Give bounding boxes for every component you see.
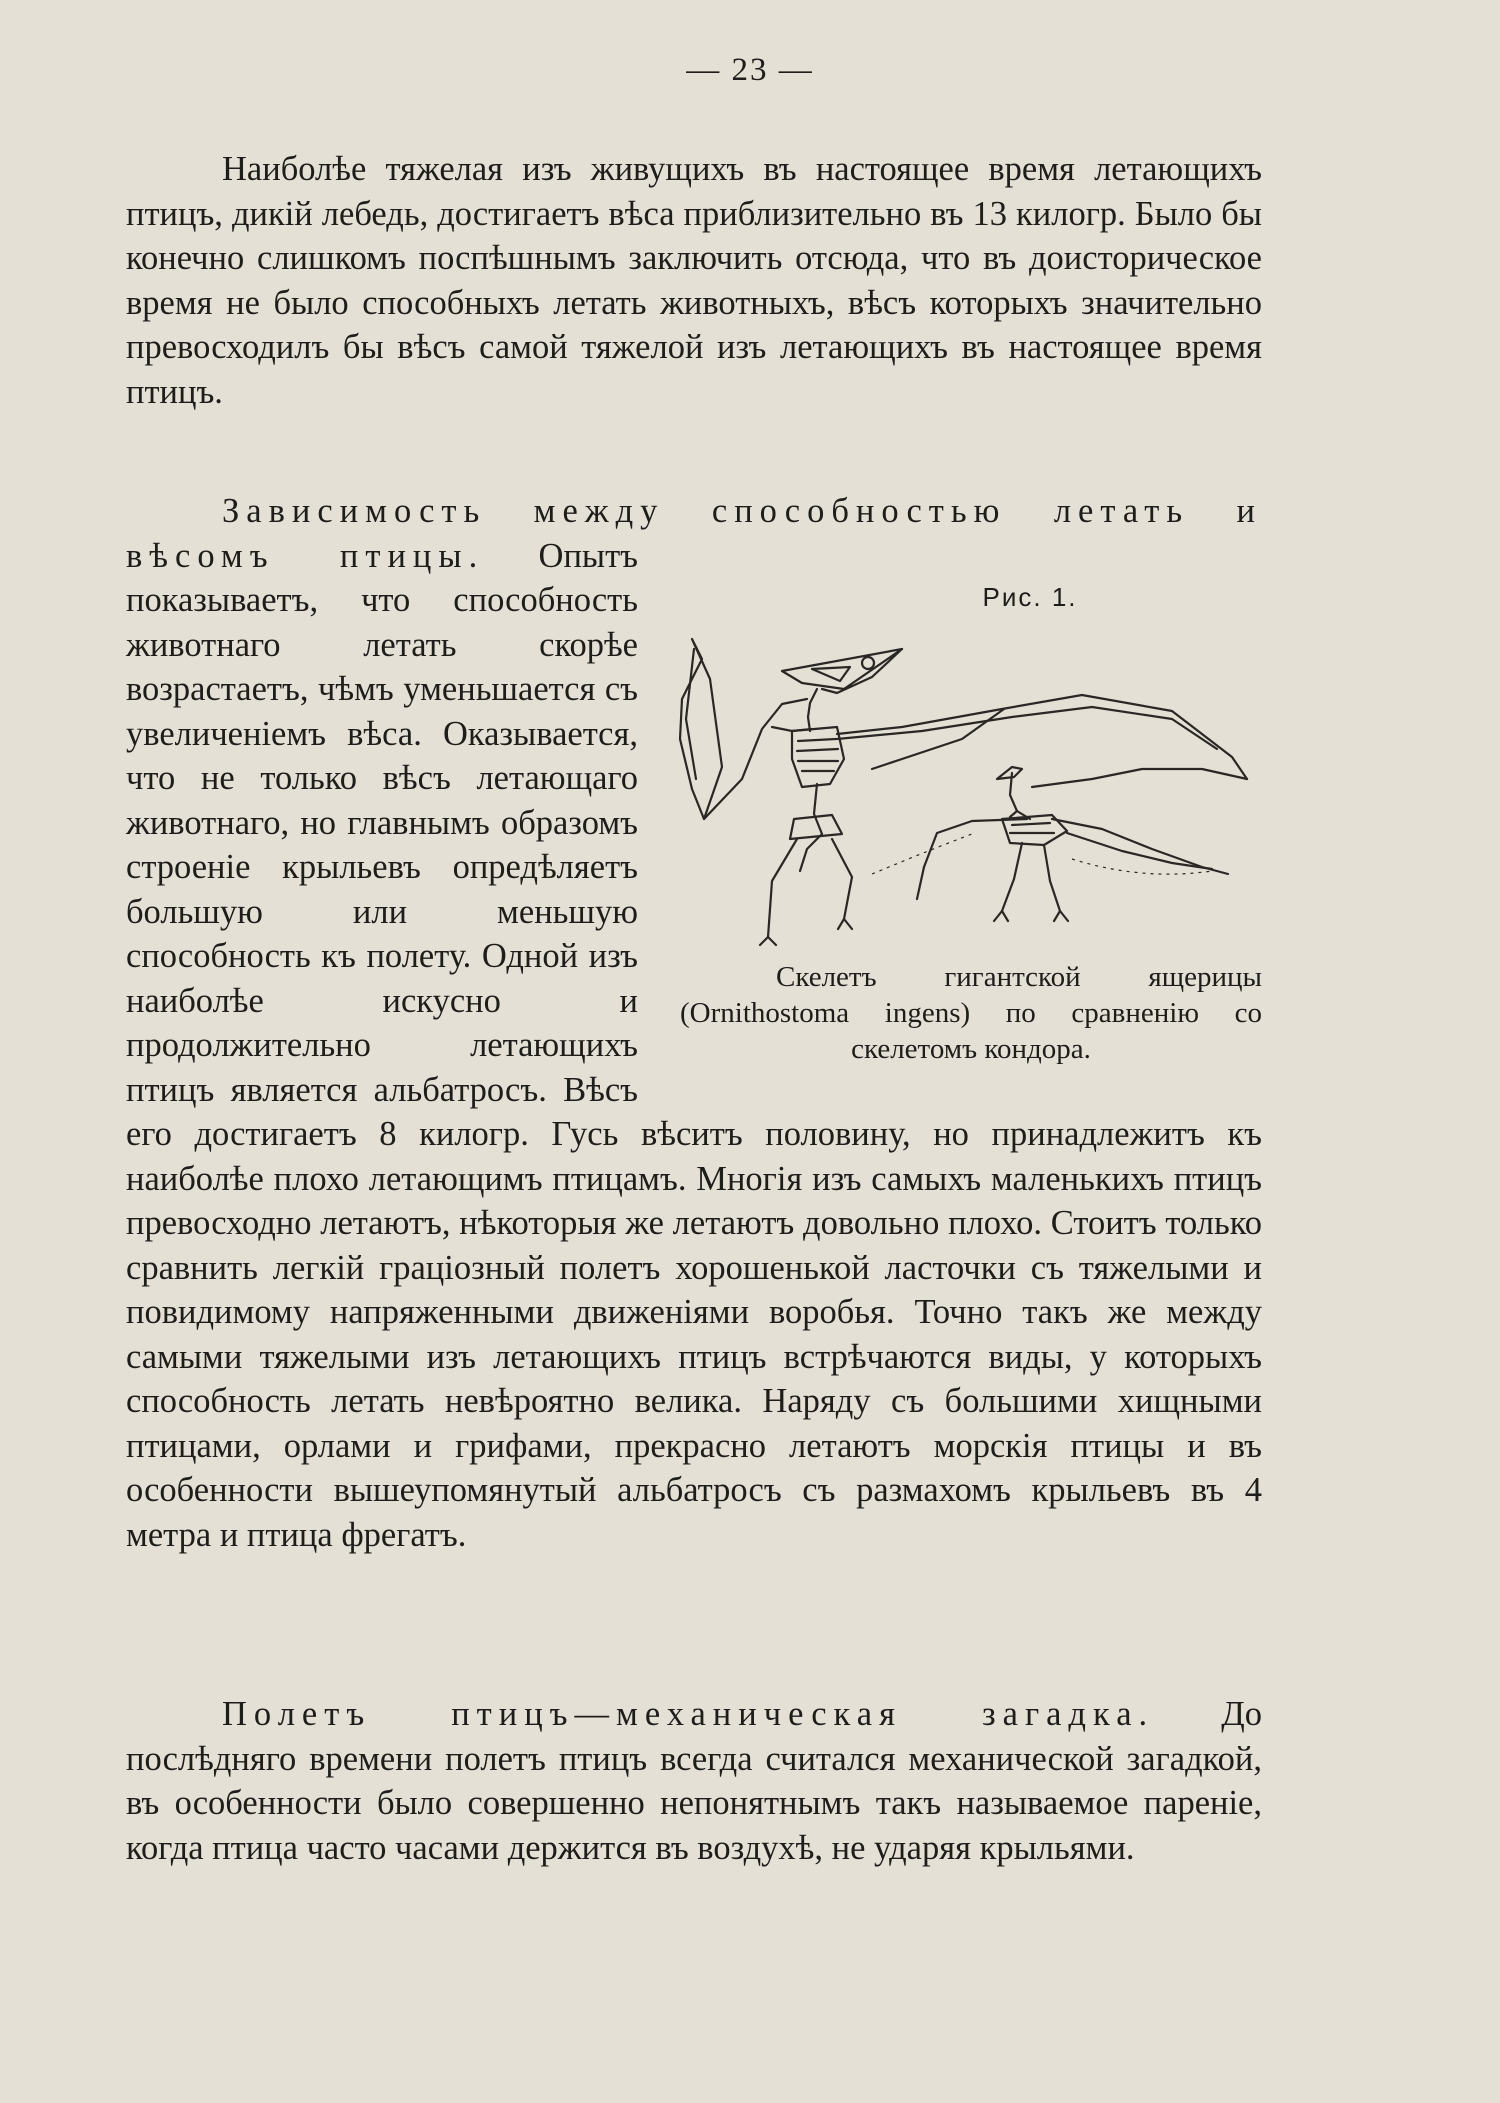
pterosaur-right-wing: [837, 695, 1247, 779]
pterosaur-legs: [768, 839, 852, 937]
paragraph-weight-dependence: [126, 489, 1262, 1557]
skeleton-illustration: [672, 619, 1262, 949]
pterosaur-skull: [782, 649, 902, 689]
paragraph-heaviest-birds: Наиболѣе тяжелая изъ живущихъ въ настоящее время летающихъ птицъ, дикій лебедь, достигаетъ вѣса приблизительно въ 13 килогр. Было бы конечно слишкомъ поспѣшнымъ заключить отсюда, что въ доисторическое время не было способныхъ летать животныхъ, вѣсъ которыхъ значительно превосходилъ бы вѣсъ самой тяжелой изъ летающихъ въ настоящее время птицъ.: [126, 150, 1262, 411]
figure-label: Рис. 1.: [982, 582, 1078, 612]
paragraph-riddle-body: До послѣдняго времени полетъ птицъ всегда считался механической загадкой, въ особенности было совершенно непонятнымъ такъ называемое пареніе, когда птица часто часами держится въ воздухѣ, не ударяя крыльями.: [126, 1695, 1262, 1867]
section-heading-riddle: Полетъ птицъ—механическая загадка.: [222, 1695, 1155, 1733]
page-number: — 23 —: [686, 52, 814, 88]
section-heading-weight: Зависимость между способностью летать и вѣсомъ птицы.: [126, 492, 1262, 575]
pterosaur-ribcage: [792, 727, 844, 787]
pterosaur-left-wing: [680, 639, 722, 819]
figure-1: [662, 575, 1262, 1097]
figure-caption: Скелетъ гигантской ящерицы (Ornithostoma ingens) по сравненію со скелетомъ кондора.: [680, 961, 1262, 1065]
paragraph-weight-body-first: Опытъ показываетъ, что способность животнаго летать скорѣе возрастаетъ, чѣмъ уменьшается съ увеличеніемъ вѣса. Оказывается, что не только вѣсъ летающаго животнаго, но главнымъ образомъ строеніе крыльевъ опредѣляетъ большую или меньшую способность къ полету. Одной изъ наиболѣе искусно и продолжительно летающихъ птицъ является альбатросъ. Вѣсъ его достигаетъ 8 килогр. Гусь вѣситъ половину, но принадлежитъ къ наиболѣе плохо летающимъ птицамъ. Многія изъ самыхъ маленькихъ птицъ превосходно летаютъ, нѣкоторыя же летаютъ довольно плохо. Стоитъ только сравнить легкій граціозный полетъ хорошенькой ласточки съ тяжелыми и повидимому напряженными движеніями воробья. Точно такъ же между самыми тяжелыми изъ летающихъ птицъ встрѣчаются виды, у которыхъ способность летать невѣроятно велика. Наряду съ большими хищными птицами, орлами и грифами, прекрасно летаютъ морскія птицы и въ особенности вышеупомянутый альбатросъ съ размахомъ крыльевъ въ 4 метра и птица фрегатъ.: [126, 536, 1262, 1554]
condor-legs: [1002, 843, 1060, 911]
condor-skull: [997, 767, 1022, 779]
paragraph-mechanical-riddle: [126, 1692, 1262, 1870]
